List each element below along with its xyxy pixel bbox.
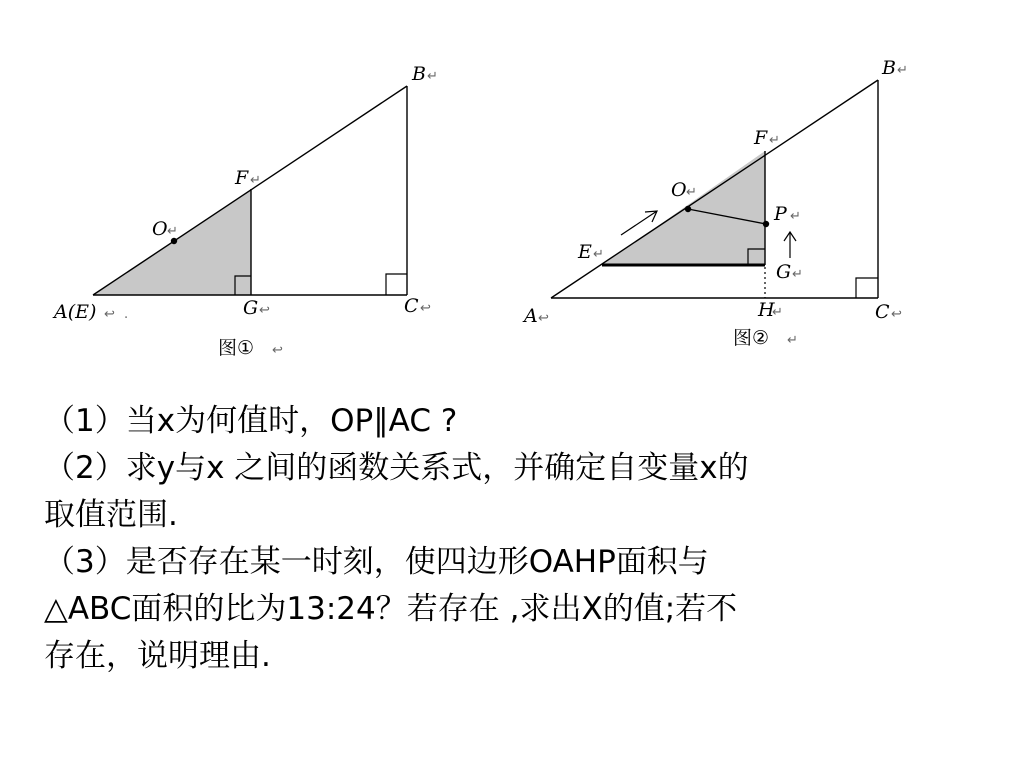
- fig2-right-angle-c: [856, 278, 878, 298]
- question-1: （1）当x为何值时，OP∥AC ?: [44, 403, 458, 439]
- fig2-return-mark-c: ↩: [891, 307, 902, 322]
- question-block: [44, 398, 1004, 680]
- fig1-return-mark-o: ↵: [167, 224, 178, 239]
- fig1-label-c: C: [404, 295, 419, 317]
- fig1-caption-mark: ↩: [272, 343, 283, 358]
- fig2-label-g: G: [776, 261, 792, 283]
- fig2-label-p: P: [774, 203, 787, 225]
- fig2-return-mark-e: ↵: [593, 247, 604, 262]
- fig2-point-p: [763, 221, 769, 227]
- fig2-return-mark-g: ↵: [792, 267, 803, 282]
- fig2-return-mark-p: ↵: [790, 209, 801, 224]
- figures-canvas: [0, 0, 1024, 370]
- fig2-label-o: O: [671, 179, 687, 201]
- fig1-stray-dot: .: [124, 307, 129, 322]
- fig1-return-mark-c: ↩: [420, 301, 431, 316]
- fig2-caption-mark: ↵: [787, 333, 798, 348]
- fig2-label-b: B: [882, 57, 896, 79]
- fig1-label-a-e: A(E): [54, 301, 97, 323]
- fig2-return-mark-o: ↵: [686, 185, 697, 200]
- fig1-right-angle-c: [386, 274, 407, 295]
- figure-1: [52, 63, 438, 359]
- question-3-line-3: 存在，说明理由.: [44, 638, 271, 674]
- figure-2: [522, 57, 908, 349]
- fig2-up-arrow-icon: [784, 232, 796, 258]
- fig2-label-c: C: [875, 301, 890, 323]
- fig1-label-g: G: [243, 297, 259, 319]
- fig1-label-b: B: [412, 63, 426, 85]
- fig1-return-mark-a: ↩: [104, 307, 115, 322]
- fig1-return-mark-g: ↩: [259, 303, 270, 318]
- fig2-label-f: F: [754, 127, 768, 149]
- fig2-return-mark-f: ↵: [769, 133, 780, 148]
- fig2-return-mark-b: ↵: [897, 63, 908, 78]
- fig2-label-a: A: [524, 305, 538, 327]
- fig2-label-h: H: [758, 299, 775, 321]
- fig2-point-o: [685, 206, 691, 212]
- fig2-return-mark-a: ↩: [538, 311, 549, 326]
- fig1-caption: 图①: [218, 337, 255, 359]
- fig1-label-o: O: [152, 218, 168, 240]
- fig1-return-mark-b: ↵: [427, 69, 438, 84]
- fig1-return-mark-f: ↵: [250, 173, 261, 188]
- question-3-line-2: △ABC面积的比为13:24？若存在 ,求出X的值;若不: [44, 591, 738, 627]
- question-3-line-1: （3）是否存在某一时刻，使四边形OAHP面积与: [44, 544, 709, 580]
- fig1-label-f: F: [235, 167, 249, 189]
- fig2-label-e: E: [578, 241, 592, 263]
- question-2-line-2: 取值范围.: [44, 497, 178, 533]
- fig2-caption: 图②: [733, 327, 770, 349]
- question-2-line-1: （2）求y与x 之间的函数关系式，并确定自变量x的: [44, 450, 749, 486]
- fig2-return-mark-h: ↵: [772, 305, 783, 320]
